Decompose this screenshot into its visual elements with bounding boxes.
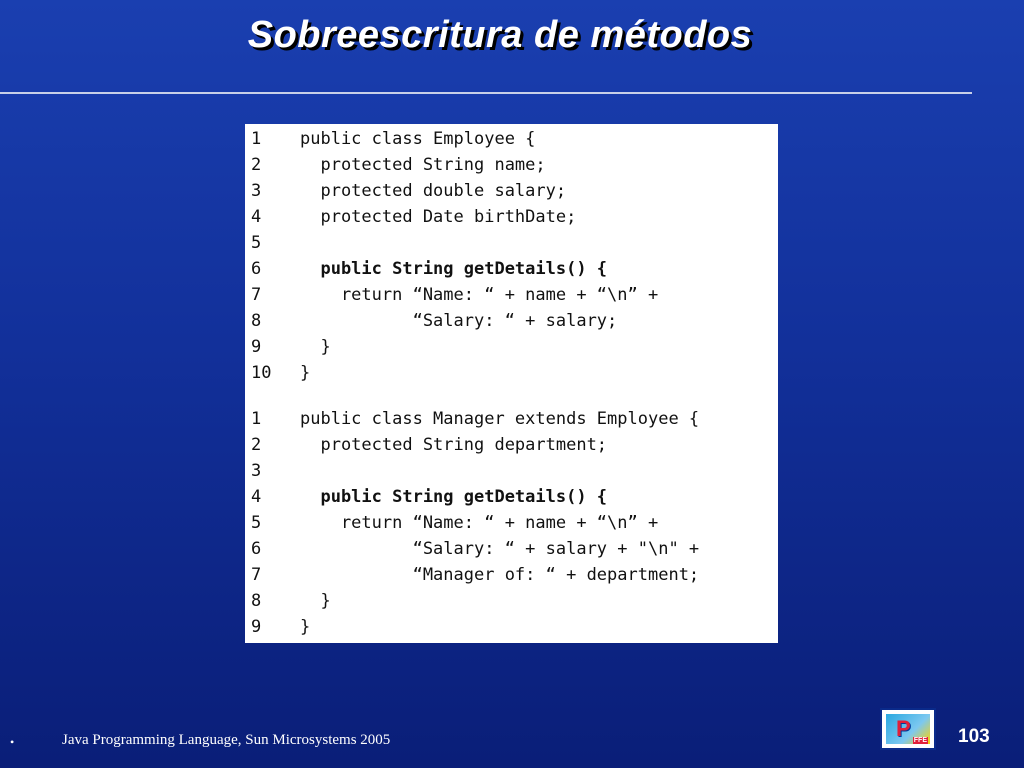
code-text: protected double salary; [300,181,567,201]
code-line [245,308,778,334]
code-text: “Manager of: “ + department; [300,565,700,585]
code-line [245,126,778,152]
code-text: public class Employee { [300,129,536,149]
logo-subtext: FFE [913,737,927,744]
line-number: 5 [251,513,262,533]
code-line [245,484,778,510]
code-line [245,334,778,360]
title-divider [0,92,972,94]
logo-icon [886,714,930,744]
line-number: 9 [251,337,262,357]
page-number: 103 [958,726,990,747]
code-line [245,458,778,484]
footer-text: Java Programming Language, Sun Microsystems 2005 [62,732,391,748]
code-text: “Salary: “ + salary; [300,311,618,331]
line-number: 4 [251,487,262,507]
code-line [245,282,778,308]
code-line [245,536,778,562]
code-line [245,510,778,536]
code-text: public String getDetails() { [300,259,608,279]
code-text: return “Name: “ + name + “\n” + [300,513,659,533]
code-line [245,230,778,256]
code-text: } [300,363,311,383]
logo [880,708,936,750]
employee-code-block [245,126,778,386]
line-number: 5 [251,233,262,253]
line-number: 6 [251,539,262,559]
line-number: 2 [251,155,262,175]
line-number: 10 [251,363,272,383]
code-line [245,178,778,204]
line-number: 8 [251,311,262,331]
line-number: 6 [251,259,262,279]
code-line [245,152,778,178]
code-line [245,406,778,432]
code-line [245,256,778,282]
code-text: “Salary: “ + salary + "\n" + [300,539,700,559]
line-number: 1 [251,409,262,429]
code-text: public class Manager extends Employee { [300,409,700,429]
logo-letter: P [896,716,911,741]
code-line [245,588,778,614]
code-line [245,614,778,640]
line-number: 7 [251,285,262,305]
code-text: return “Name: “ + name + “\n” + [300,285,659,305]
line-number: 9 [251,617,262,637]
line-number: 4 [251,207,262,227]
line-number: 3 [251,461,262,481]
code-text: protected Date birthDate; [300,207,577,227]
line-number: 3 [251,181,262,201]
line-number: 2 [251,435,262,455]
footer-bullet: • [10,735,15,749]
code-line [245,432,778,458]
code-text: } [300,591,331,611]
line-number: 8 [251,591,262,611]
code-line [245,360,778,386]
line-number: 1 [251,129,262,149]
manager-code-block [245,406,778,640]
slide-title: Sobreescritura de métodos [247,14,753,56]
code-text: } [300,617,311,637]
code-text: protected String name; [300,155,546,175]
line-number: 7 [251,565,262,585]
code-panel [245,124,778,643]
code-text: public String getDetails() { [300,487,608,507]
code-text: } [300,337,331,357]
code-text: protected String department; [300,435,608,455]
code-line [245,562,778,588]
code-line [245,204,778,230]
